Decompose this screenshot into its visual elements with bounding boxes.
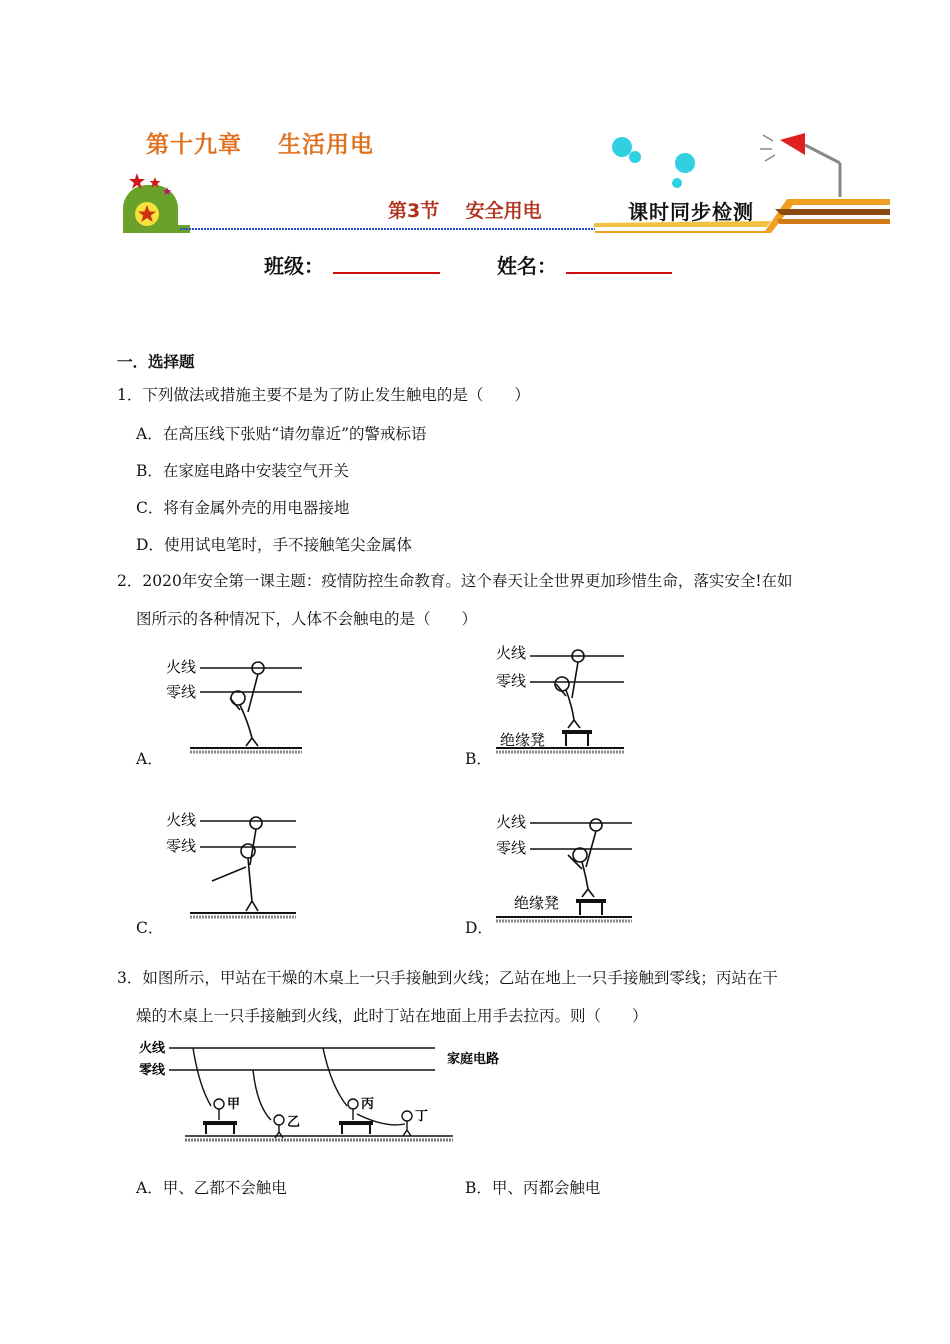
option-2b-figure[interactable] bbox=[490, 640, 640, 760]
option-2b-label[interactable]: B． bbox=[465, 750, 492, 768]
question-number: 2． bbox=[117, 572, 143, 590]
question-1 bbox=[117, 384, 530, 406]
question-2 bbox=[117, 570, 847, 630]
section-heading: 一．选择题 bbox=[117, 352, 195, 371]
person-jia-label: 甲 bbox=[227, 1097, 241, 1112]
question-3 bbox=[117, 967, 847, 1027]
logo-icon bbox=[123, 173, 190, 233]
option-text: 甲、乙都不会触电 bbox=[162, 1179, 287, 1197]
option-1d[interactable] bbox=[136, 533, 412, 555]
class-label: 班级： bbox=[264, 254, 324, 278]
circuit-label: 家庭电路 bbox=[447, 1052, 500, 1067]
option-2a-label[interactable]: A． bbox=[136, 750, 163, 768]
name-input[interactable] bbox=[566, 272, 672, 274]
zero-wire-label: 零线 bbox=[139, 1063, 166, 1078]
option-label: B． bbox=[136, 462, 163, 480]
option-label: B． bbox=[465, 1179, 492, 1197]
person-icon bbox=[568, 819, 602, 897]
option-2d-label[interactable]: D． bbox=[465, 919, 493, 937]
option-1c[interactable] bbox=[136, 496, 349, 518]
option-text: 使用试电笔时，手不接触笔尖金属体 bbox=[163, 536, 412, 554]
decorative-dots bbox=[612, 137, 695, 188]
option-text: 将有金属外壳的用电器接地 bbox=[163, 499, 350, 517]
stool-label: 绝缘凳 bbox=[514, 894, 560, 912]
option-text: 在高压线下张贴“请勿靠近”的警戒标语 bbox=[162, 425, 427, 443]
option-2c-label[interactable]: C． bbox=[136, 919, 164, 937]
person-yi-icon bbox=[274, 1115, 300, 1138]
desk-lamp-icon bbox=[760, 133, 840, 197]
option-2d-figure[interactable] bbox=[490, 805, 640, 930]
question-3-figure bbox=[135, 1036, 515, 1144]
zero-wire-label: 零线 bbox=[166, 683, 197, 701]
option-2a-figure[interactable] bbox=[160, 650, 310, 760]
section-title: 第3节 安全用电 bbox=[388, 200, 542, 222]
option-text: 在家庭电路中安装空气开关 bbox=[162, 462, 349, 480]
person-icon bbox=[212, 817, 262, 911]
chapter-title: 第十九章 生活用电 bbox=[146, 132, 375, 158]
option-1a[interactable] bbox=[136, 422, 427, 444]
option-1b[interactable] bbox=[136, 459, 349, 481]
fire-wire-label: 火线 bbox=[166, 658, 197, 676]
class-input[interactable] bbox=[333, 272, 440, 274]
fire-wire-label: 火线 bbox=[496, 813, 527, 831]
fire-wire-label: 火线 bbox=[139, 1041, 166, 1056]
zero-wire-label: 零线 bbox=[496, 672, 527, 690]
option-label: C． bbox=[136, 499, 164, 517]
question-text: 下列做法或措施主要不是为了防止发生触电的是（ ） bbox=[142, 386, 530, 404]
person-yi-label: 乙 bbox=[287, 1115, 301, 1130]
option-label: A． bbox=[136, 425, 163, 443]
option-text: 甲、丙都会触电 bbox=[491, 1179, 601, 1197]
person-ding-label: 丁 bbox=[415, 1109, 429, 1124]
question-text-cont: 图所示的各种情况下，人体不会触电的是（ ） bbox=[136, 610, 478, 628]
question-number: 1． bbox=[117, 386, 143, 404]
option-3b[interactable] bbox=[465, 1176, 600, 1198]
option-label: A． bbox=[136, 1179, 163, 1197]
option-2c-figure[interactable] bbox=[160, 805, 310, 925]
question-text: 2020年安全第一课主题：疫情防控生命教育。这个春天让全世界更加珍惜生命，落实安全!在如 bbox=[142, 572, 793, 590]
option-label: D． bbox=[136, 536, 164, 554]
person-bing-label: 丙 bbox=[361, 1097, 375, 1112]
person-icon bbox=[555, 650, 584, 728]
zero-wire-label: 零线 bbox=[496, 839, 527, 857]
question-text-cont: 燥的木桌上一只手接触到火线，此时丁站在地面上用手去拉丙。则（ ） bbox=[136, 1007, 648, 1025]
fire-wire-label: 火线 bbox=[496, 644, 527, 662]
stool-label: 绝缘凳 bbox=[500, 731, 546, 749]
fire-wire-label: 火线 bbox=[166, 811, 197, 829]
zero-wire-label: 零线 bbox=[166, 837, 197, 855]
name-label: 姓名： bbox=[497, 254, 557, 278]
person-icon bbox=[230, 662, 264, 746]
question-text: 如图所示，甲站在干燥的木桌上一只手接触到火线；乙站在地上一只手接触到零线；丙站在干 bbox=[142, 969, 778, 987]
question-number: 3． bbox=[117, 969, 143, 987]
lesson-tag: 课时同步检测 bbox=[628, 200, 754, 224]
option-3a[interactable] bbox=[136, 1176, 287, 1198]
person-ding-icon bbox=[402, 1109, 428, 1136]
